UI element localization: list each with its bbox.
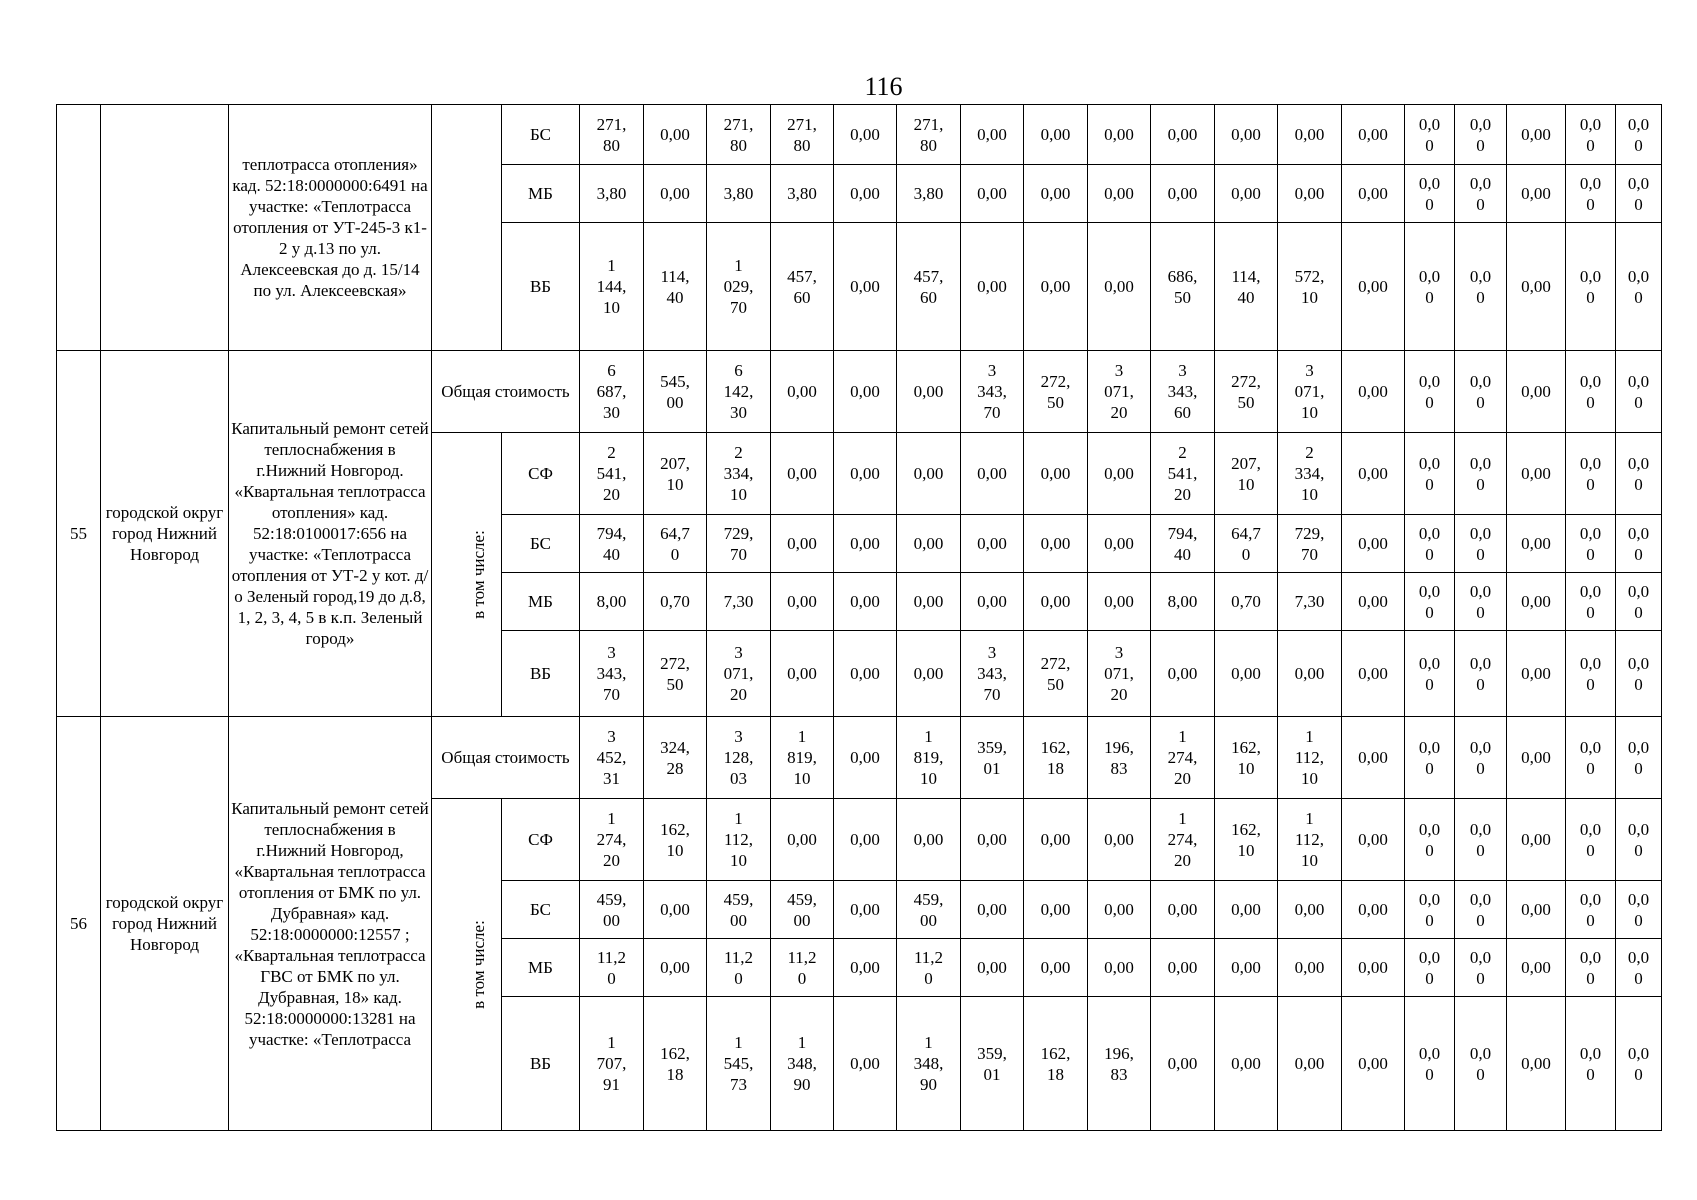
value-cell: 0,00	[1088, 223, 1151, 351]
value-cell: 0,00	[961, 223, 1024, 351]
value-cell: 572, 10	[1278, 223, 1342, 351]
value-cell: 64,7 0	[1215, 515, 1278, 573]
value-cell: 0,00	[1088, 433, 1151, 515]
value-cell: 0,00	[834, 717, 897, 799]
including-label-cell	[432, 105, 502, 351]
value-cell: 272, 50	[1024, 351, 1088, 433]
row-number: 55	[57, 351, 101, 717]
value-cell: 0,00	[1151, 631, 1215, 717]
value-cell: 0,0 0	[1566, 717, 1616, 799]
value-cell: 162, 10	[644, 799, 707, 881]
value-cell: 0,00	[1507, 717, 1566, 799]
value-cell: 0,00	[1024, 433, 1088, 515]
value-cell: 0,00	[1151, 165, 1215, 223]
value-cell: 0,00	[1088, 799, 1151, 881]
value-cell: 0,00	[1278, 881, 1342, 939]
row-number	[57, 105, 101, 351]
value-cell: 0,0 0	[1566, 105, 1616, 165]
value-cell: 0,00	[1024, 881, 1088, 939]
value-cell: 1 545, 73	[707, 997, 771, 1131]
value-cell: 3 343, 70	[580, 631, 644, 717]
value-cell: 359, 01	[961, 717, 1024, 799]
value-cell: 1 112, 10	[1278, 717, 1342, 799]
value-cell: 0,00	[961, 105, 1024, 165]
value-cell: 0,00	[771, 631, 834, 717]
value-cell: 0,00	[1024, 515, 1088, 573]
value-cell: 162, 18	[1024, 997, 1088, 1131]
value-cell: 0,0 0	[1405, 105, 1455, 165]
value-cell: 459, 00	[771, 881, 834, 939]
value-cell: 11,2 0	[580, 939, 644, 997]
value-cell: 3 128, 03	[707, 717, 771, 799]
value-cell: 196, 83	[1088, 717, 1151, 799]
value-cell: 0,0 0	[1455, 631, 1507, 717]
value-cell: 0,00	[1507, 939, 1566, 997]
value-cell: 271, 80	[707, 105, 771, 165]
value-cell: 3,80	[707, 165, 771, 223]
value-cell: 7,30	[707, 573, 771, 631]
funding-source-label: ВБ	[502, 631, 580, 717]
value-cell: 0,0 0	[1616, 223, 1662, 351]
value-cell: 11,2 0	[897, 939, 961, 997]
value-cell: 0,0 0	[1455, 515, 1507, 573]
value-cell: 0,0 0	[1566, 515, 1616, 573]
value-cell: 729, 70	[707, 515, 771, 573]
value-cell: 0,00	[1088, 105, 1151, 165]
value-cell: 0,00	[1342, 223, 1405, 351]
value-cell: 272, 50	[1024, 631, 1088, 717]
value-cell: 0,0 0	[1405, 573, 1455, 631]
value-cell: 0,0 0	[1455, 939, 1507, 997]
funding-source-label: МБ	[502, 165, 580, 223]
value-cell: 0,00	[1342, 631, 1405, 717]
value-cell: 0,0 0	[1616, 997, 1662, 1131]
municipality-cell: городской округ город Нижний Новгород	[101, 717, 229, 1131]
value-cell: 0,00	[1342, 351, 1405, 433]
value-cell: 0,0 0	[1405, 717, 1455, 799]
value-cell: 8,00	[1151, 573, 1215, 631]
value-cell: 0,00	[1507, 997, 1566, 1131]
value-cell: 0,00	[1215, 939, 1278, 997]
value-cell: 0,00	[771, 799, 834, 881]
value-cell: 0,00	[1342, 717, 1405, 799]
value-cell: 0,00	[897, 351, 961, 433]
value-cell: 0,0 0	[1455, 717, 1507, 799]
value-cell: 459, 00	[897, 881, 961, 939]
value-cell: 0,0 0	[1566, 573, 1616, 631]
value-cell: 0,00	[834, 105, 897, 165]
value-cell: 0,00	[1151, 105, 1215, 165]
budget-table	[56, 104, 1662, 1131]
value-cell: 0,00	[1215, 165, 1278, 223]
value-cell: 0,00	[1088, 881, 1151, 939]
value-cell: 6 142, 30	[707, 351, 771, 433]
value-cell: 0,0 0	[1566, 223, 1616, 351]
including-label-cell	[432, 433, 502, 717]
value-cell: 0,00	[1088, 573, 1151, 631]
value-cell: 0,0 0	[1616, 717, 1662, 799]
row-number: 56	[57, 717, 101, 1131]
value-cell: 3,80	[580, 165, 644, 223]
value-cell: 6 687, 30	[580, 351, 644, 433]
value-cell: 0,00	[1278, 165, 1342, 223]
value-cell: 459, 00	[707, 881, 771, 939]
value-cell: 0,00	[1507, 223, 1566, 351]
value-cell: 0,00	[1507, 799, 1566, 881]
value-cell: 0,00	[834, 573, 897, 631]
value-cell: 0,00	[1507, 105, 1566, 165]
value-cell: 0,0 0	[1616, 799, 1662, 881]
value-cell: 271, 80	[580, 105, 644, 165]
funding-source-label: СФ	[502, 433, 580, 515]
value-cell: 1 819, 10	[771, 717, 834, 799]
value-cell: 0,00	[897, 573, 961, 631]
value-cell: 0,00	[1215, 631, 1278, 717]
value-cell: 0,00	[1342, 105, 1405, 165]
value-cell: 794, 40	[1151, 515, 1215, 573]
value-cell: 0,0 0	[1566, 939, 1616, 997]
value-cell: 0,0 0	[1405, 799, 1455, 881]
value-cell: 0,0 0	[1405, 165, 1455, 223]
value-cell: 0,00	[1342, 881, 1405, 939]
value-cell: 0,0 0	[1616, 351, 1662, 433]
value-cell: 2 334, 10	[707, 433, 771, 515]
value-cell: 0,0 0	[1405, 515, 1455, 573]
value-cell: 0,70	[1215, 573, 1278, 631]
value-cell: 0,00	[1278, 631, 1342, 717]
value-cell: 457, 60	[897, 223, 961, 351]
value-cell: 324, 28	[644, 717, 707, 799]
value-cell: 3 071, 20	[1088, 351, 1151, 433]
value-cell: 0,70	[644, 573, 707, 631]
value-cell: 272, 50	[1215, 351, 1278, 433]
value-cell: 0,0 0	[1405, 939, 1455, 997]
value-cell: 0,00	[1024, 223, 1088, 351]
value-cell: 0,00	[834, 433, 897, 515]
value-cell: 11,2 0	[771, 939, 834, 997]
value-cell: 0,00	[834, 515, 897, 573]
municipality-cell: городской округ город Нижний Новгород	[101, 351, 229, 717]
value-cell: 0,00	[961, 165, 1024, 223]
value-cell: 272, 50	[644, 631, 707, 717]
value-cell: 359, 01	[961, 997, 1024, 1131]
funding-source-label: ВБ	[502, 223, 580, 351]
value-cell: 1 029, 70	[707, 223, 771, 351]
value-cell: 0,00	[834, 799, 897, 881]
value-cell: 0,0 0	[1405, 433, 1455, 515]
value-cell: 0,00	[644, 105, 707, 165]
value-cell: 794, 40	[580, 515, 644, 573]
value-cell: 0,00	[834, 939, 897, 997]
value-cell: 0,0 0	[1566, 433, 1616, 515]
value-cell: 0,00	[1278, 939, 1342, 997]
funding-source-label: БС	[502, 105, 580, 165]
value-cell: 0,0 0	[1616, 165, 1662, 223]
value-cell: 0,00	[1507, 433, 1566, 515]
value-cell: 3,80	[771, 165, 834, 223]
value-cell: 3 071, 20	[707, 631, 771, 717]
value-cell: 0,0 0	[1616, 939, 1662, 997]
value-cell: 0,0 0	[1616, 515, 1662, 573]
value-cell: 1 348, 90	[771, 997, 834, 1131]
value-cell: 0,00	[1215, 105, 1278, 165]
value-cell: 11,2 0	[707, 939, 771, 997]
funding-source-label: СФ	[502, 799, 580, 881]
value-cell: 1 274, 20	[1151, 717, 1215, 799]
table-row	[57, 351, 1662, 433]
value-cell: 2 541, 20	[580, 433, 644, 515]
value-cell: 0,00	[1507, 515, 1566, 573]
value-cell: 3 343, 60	[1151, 351, 1215, 433]
value-cell: 0,0 0	[1405, 881, 1455, 939]
value-cell: 114, 40	[644, 223, 707, 351]
funding-source-label: ВБ	[502, 997, 580, 1131]
value-cell: 0,0 0	[1455, 223, 1507, 351]
value-cell: 0,00	[644, 881, 707, 939]
value-cell: 0,00	[1342, 799, 1405, 881]
value-cell: 0,00	[1088, 165, 1151, 223]
value-cell: 8,00	[580, 573, 644, 631]
value-cell: 0,00	[897, 799, 961, 881]
value-cell: 0,00	[1151, 997, 1215, 1131]
value-cell: 0,0 0	[1616, 105, 1662, 165]
value-cell: 0,0 0	[1616, 881, 1662, 939]
value-cell: 0,00	[1088, 515, 1151, 573]
value-cell: 0,0 0	[1616, 433, 1662, 515]
table-row	[57, 105, 1662, 165]
value-cell: 0,0 0	[1616, 631, 1662, 717]
value-cell: 686, 50	[1151, 223, 1215, 351]
value-cell: 1 274, 20	[580, 799, 644, 881]
value-cell: 0,00	[897, 515, 961, 573]
value-cell: 0,00	[1088, 939, 1151, 997]
value-cell: 459, 00	[580, 881, 644, 939]
value-cell: 0,0 0	[1405, 631, 1455, 717]
value-cell: 0,00	[961, 881, 1024, 939]
value-cell: 0,00	[1507, 573, 1566, 631]
value-cell: 0,00	[834, 631, 897, 717]
value-cell: 0,00	[1151, 881, 1215, 939]
value-cell: 0,00	[961, 433, 1024, 515]
value-cell: 3 071, 20	[1088, 631, 1151, 717]
value-cell: 0,0 0	[1405, 351, 1455, 433]
value-cell: 0,0 0	[1455, 799, 1507, 881]
value-cell: 271, 80	[771, 105, 834, 165]
value-cell: 0,00	[644, 165, 707, 223]
value-cell: 0,00	[1024, 573, 1088, 631]
value-cell: 0,00	[1024, 165, 1088, 223]
value-cell: 0,00	[1278, 105, 1342, 165]
value-cell: 0,0 0	[1566, 799, 1616, 881]
value-cell: 3 452, 31	[580, 717, 644, 799]
value-cell: 0,00	[834, 881, 897, 939]
value-cell: 0,00	[644, 939, 707, 997]
value-cell: 0,00	[771, 351, 834, 433]
value-cell: 0,0 0	[1455, 105, 1507, 165]
value-cell: 0,0 0	[1566, 165, 1616, 223]
value-cell: 0,00	[1507, 165, 1566, 223]
value-cell: 0,00	[897, 433, 961, 515]
value-cell: 64,7 0	[644, 515, 707, 573]
value-cell: 0,00	[1024, 105, 1088, 165]
total-cost-label: Общая стоимость	[432, 351, 580, 433]
funding-source-label: МБ	[502, 573, 580, 631]
value-cell: 0,00	[961, 939, 1024, 997]
value-cell: 0,00	[1024, 939, 1088, 997]
value-cell: 0,0 0	[1455, 165, 1507, 223]
value-cell: 0,00	[771, 515, 834, 573]
value-cell: 1 112, 10	[1278, 799, 1342, 881]
value-cell: 0,00	[1507, 881, 1566, 939]
value-cell: 0,00	[834, 223, 897, 351]
value-cell: 207, 10	[644, 433, 707, 515]
value-cell: 3 343, 70	[961, 631, 1024, 717]
value-cell: 0,00	[1342, 573, 1405, 631]
value-cell: 729, 70	[1278, 515, 1342, 573]
value-cell: 0,0 0	[1455, 881, 1507, 939]
value-cell: 0,00	[961, 799, 1024, 881]
value-cell: 0,0 0	[1566, 631, 1616, 717]
municipality-cell	[101, 105, 229, 351]
value-cell: 162, 10	[1215, 799, 1278, 881]
value-cell: 3,80	[897, 165, 961, 223]
value-cell: 0,00	[834, 997, 897, 1131]
funding-source-label: БС	[502, 881, 580, 939]
value-cell: 0,00	[771, 573, 834, 631]
value-cell: 0,0 0	[1405, 223, 1455, 351]
funding-source-label: МБ	[502, 939, 580, 997]
value-cell: 0,00	[1342, 165, 1405, 223]
value-cell: 2 334, 10	[1278, 433, 1342, 515]
value-cell: 3 071, 10	[1278, 351, 1342, 433]
including-label: в том числе:	[468, 920, 488, 1009]
value-cell: 0,00	[1342, 997, 1405, 1131]
value-cell: 271, 80	[897, 105, 961, 165]
project-description: Капитальный ремонт сетей теплоснабжения в г.Нижний Новгород, «Квартальная теплотрасса отопления от БМК по ул. Дубравная» кад. 52:18:0000000:12557 ; «Квартальная теплотрасса ГВС от БМК по ул. Дубравная, 18» кад. 52:18:0000000:13281 на участке: «Теплотрасса	[229, 717, 432, 1131]
including-label: в том числе:	[468, 530, 488, 619]
value-cell: 0,00	[1151, 939, 1215, 997]
value-cell: 0,00	[897, 631, 961, 717]
value-cell: 0,0 0	[1455, 573, 1507, 631]
value-cell: 0,00	[1342, 939, 1405, 997]
value-cell: 457, 60	[771, 223, 834, 351]
value-cell: 0,0 0	[1455, 351, 1507, 433]
value-cell: 2 541, 20	[1151, 433, 1215, 515]
value-cell: 7,30	[1278, 573, 1342, 631]
total-cost-label: Общая стоимость	[432, 717, 580, 799]
value-cell: 0,00	[1215, 881, 1278, 939]
value-cell: 0,00	[961, 515, 1024, 573]
value-cell: 0,00	[1507, 631, 1566, 717]
value-cell: 114, 40	[1215, 223, 1278, 351]
project-description: теплотрасса отопления» кад. 52:18:0000000:6491 на участке: «Теплотрасса отопления от УТ-245-3 к1-2 у д.13 по ул. Алексеевская до д. 15/14 по ул. Алексеевская»	[229, 105, 432, 351]
value-cell: 0,00	[1507, 351, 1566, 433]
value-cell: 0,00	[1278, 997, 1342, 1131]
value-cell: 0,0 0	[1455, 433, 1507, 515]
value-cell: 0,0 0	[1616, 573, 1662, 631]
value-cell: 162, 18	[1024, 717, 1088, 799]
value-cell: 0,0 0	[1566, 351, 1616, 433]
value-cell: 1 144, 10	[580, 223, 644, 351]
value-cell: 0,0 0	[1455, 997, 1507, 1131]
value-cell: 196, 83	[1088, 997, 1151, 1131]
value-cell: 1 112, 10	[707, 799, 771, 881]
value-cell: 1 348, 90	[897, 997, 961, 1131]
value-cell: 0,0 0	[1566, 881, 1616, 939]
value-cell: 1 819, 10	[897, 717, 961, 799]
value-cell: 3 343, 70	[961, 351, 1024, 433]
value-cell: 0,00	[1342, 433, 1405, 515]
page-number: 116	[864, 72, 903, 101]
value-cell: 1 707, 91	[580, 997, 644, 1131]
value-cell: 0,00	[1342, 515, 1405, 573]
value-cell: 162, 10	[1215, 717, 1278, 799]
value-cell: 0,00	[771, 433, 834, 515]
value-cell: 0,0 0	[1405, 997, 1455, 1131]
value-cell: 0,00	[1024, 799, 1088, 881]
table-row	[57, 717, 1662, 799]
project-description: Капитальный ремонт сетей теплоснабжения в г.Нижний Новгород. «Квартальная теплотрасса отопления» кад. 52:18:0100017:656 на участке: «Теплотрасса отопления от УТ-2 у кот. д/о Зеленый город,19 до д.8, 1, 2, 3, 4, 5 в к.п. Зеленый город»	[229, 351, 432, 717]
value-cell: 545, 00	[644, 351, 707, 433]
value-cell: 207, 10	[1215, 433, 1278, 515]
value-cell: 162, 18	[644, 997, 707, 1131]
value-cell: 0,00	[1215, 997, 1278, 1131]
value-cell: 1 274, 20	[1151, 799, 1215, 881]
value-cell: 0,00	[961, 573, 1024, 631]
value-cell: 0,0 0	[1566, 997, 1616, 1131]
including-label-cell	[432, 799, 502, 1131]
value-cell: 0,00	[834, 351, 897, 433]
funding-source-label: БС	[502, 515, 580, 573]
value-cell: 0,00	[834, 165, 897, 223]
